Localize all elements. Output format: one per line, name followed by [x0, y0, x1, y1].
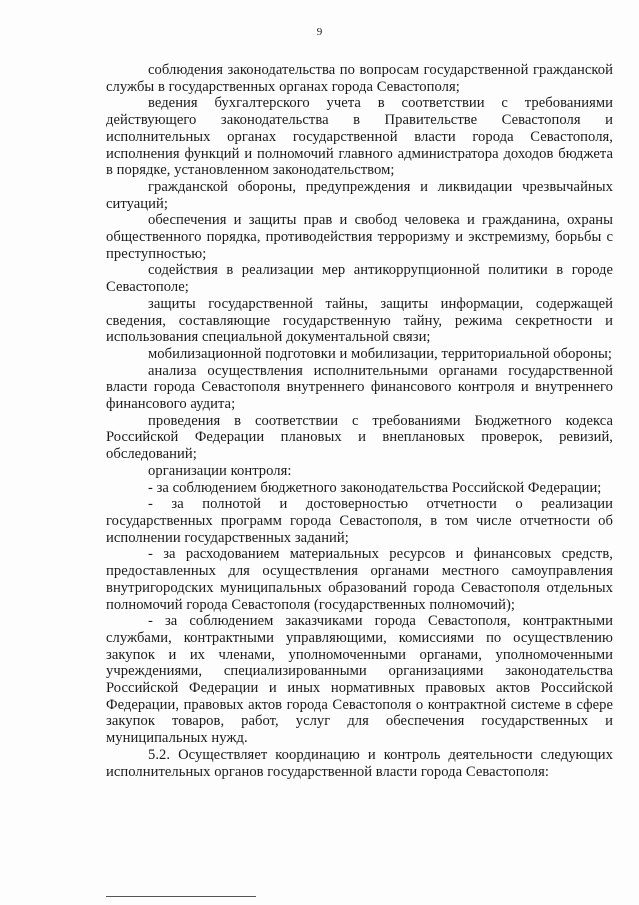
document-body: [106, 62, 613, 780]
list-item: - за расходованием материальных ресурсов и финансовых средств, предоставленных для осуществления органами местного самоуправления внутригородских муниципальных образований города Севастополя отдельных полномочий города Севастополя (государственных полномочий);: [106, 546, 613, 613]
paragraph: гражданской обороны, предупреждения и ликвидации чрезвычайных ситуаций;: [106, 178, 613, 212]
list-item: - за соблюдением бюджетного законодательства Российской Федерации;: [148, 479, 602, 496]
paragraph: защиты государственной тайны, защиты информации, содержащей сведения, составляющие государственную тайну, режима секретности и использования специальной документальной связи;: [106, 295, 613, 346]
list-item: - за соблюдением заказчиками города Севастополя, контрактными службами, контрактными управляющими, комиссиями по осуществлению закупок и их членами, уполномоченными органами, уполномоченными учреждениями, специализированными организациями законодательства Российской Федерации и иных нормативных правовых актов Российской Федерации, правовых актов города Севастополя о контрактной системе в сфере закупок товаров, работ, услуг для обеспечения государственных и муниципальных нужд.: [106, 613, 613, 747]
list-item: - за полнотой и достоверностью отчетности о реализации государственных программ города Севастополя, в том числе отчетности об исполнении государственных заданий;: [106, 496, 613, 546]
paragraph: обеспечения и защиты прав и свобод человека и гражданина, охраны общественного порядка, противодействия терроризму и экстремизму, борьбы с преступностью;: [106, 212, 613, 262]
page-number: 9: [316, 26, 323, 38]
bottom-divider: [106, 896, 256, 897]
paragraph: мобилизационной подготовки и мобилизации, территориальной обороны;: [148, 345, 612, 362]
paragraph: содействия в реализации мер антикоррупционной политики в городе Севастополе;: [106, 262, 613, 296]
paragraph: анализа осуществления исполнительными органами государственной власти города Севастополя внутреннего финансового контроля и внутреннего финансового аудита;: [106, 362, 613, 413]
paragraph: соблюдения законодательства по вопросам государственной гражданской службы в государственных органах города Севастополя;: [106, 62, 613, 95]
paragraph: ведения бухгалтерского учета в соответствии с требованиями действующего законодательства в Правительстве Севастополя и исполнительных органах государственной власти города Севастополя, исполнения функций и полномочий главного администратора доходов бюджета в порядке, установленном законодательством;: [106, 95, 613, 179]
section-paragraph: 5.2. Осуществляет координацию и контроль деятельности следующих исполнительных органов государственной власти города Севастополя:: [106, 746, 613, 780]
paragraph: организации контроля:: [148, 462, 292, 479]
paragraph: проведения в соответствии с требованиями Бюджетного кодекса Российской Федерации плановых и внеплановых проверок, ревизий, обследований;: [106, 412, 613, 463]
